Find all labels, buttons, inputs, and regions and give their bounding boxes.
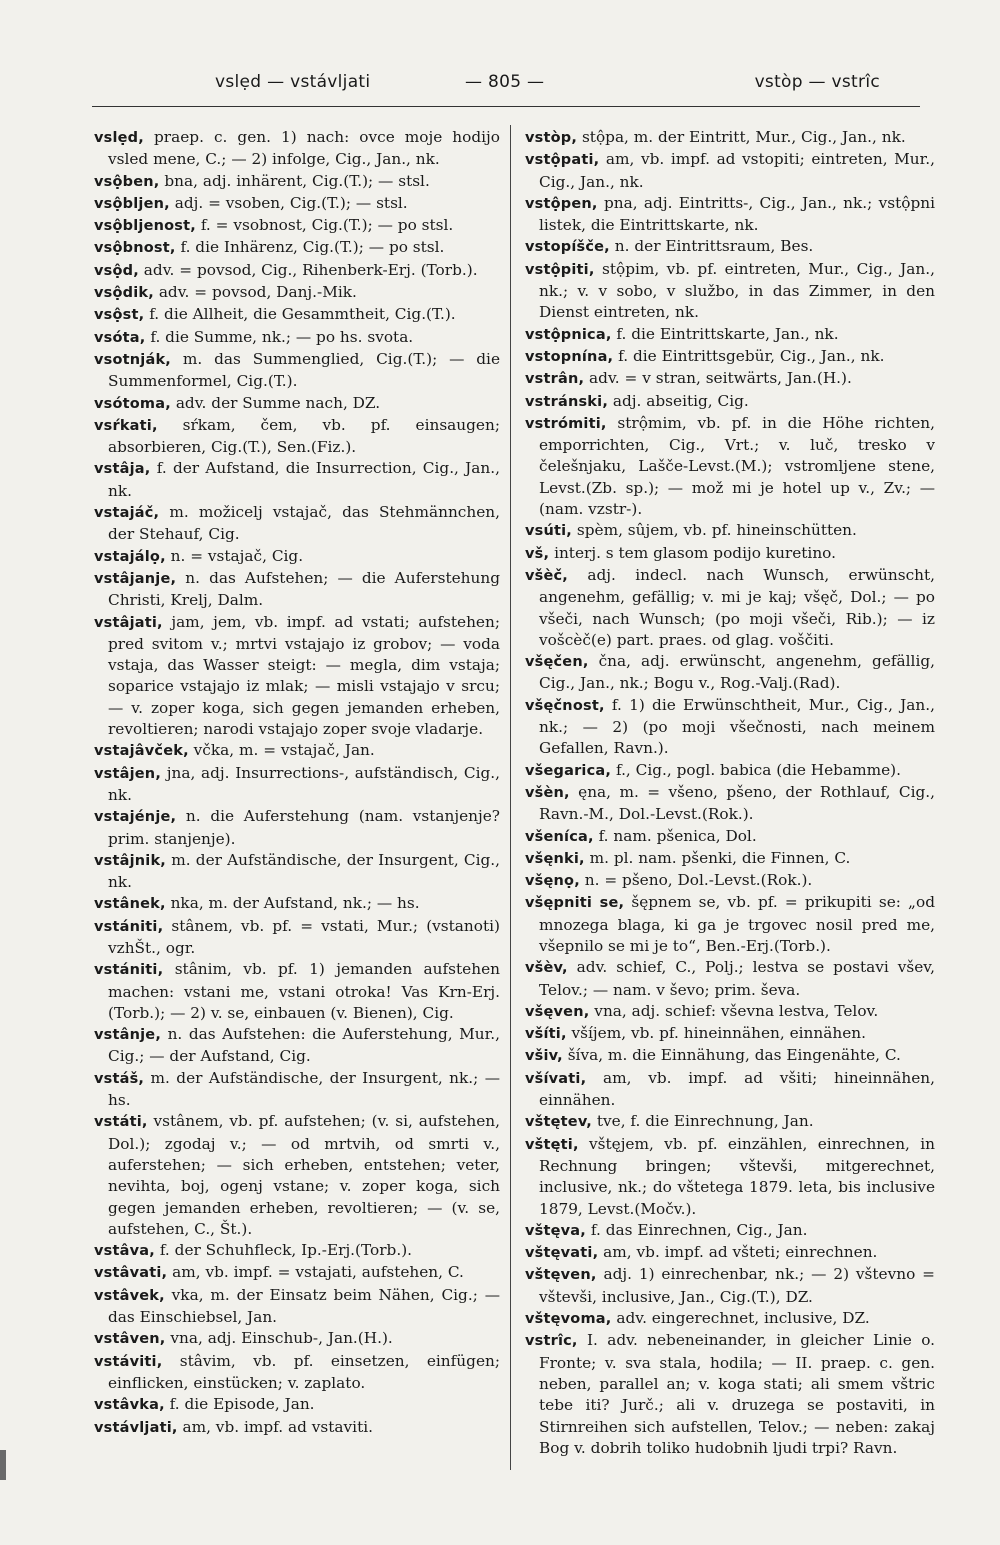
column-divider	[510, 125, 511, 1470]
right-column	[525, 127, 935, 1459]
dictionary-entry	[94, 763, 500, 807]
dictionary-entry	[94, 1111, 500, 1240]
running-header	[90, 72, 920, 102]
entry-headword: všęven,	[525, 1003, 590, 1020]
dictionary-entry	[94, 415, 500, 459]
dictionary-entry	[525, 1308, 935, 1330]
entry-definition: adj. = vsoben, Cig.(T.); — stsl.	[169, 193, 408, 212]
entry-definition: stộpim, vb. pf. eintreten, Mur., Cig., Jan., nk.; v. v sobo, v službo, in das Zimmer, in den Dienst eintreten, nk.	[539, 259, 935, 322]
dictionary-entry	[525, 957, 935, 1001]
entry-headword: všiv,	[525, 1048, 563, 1065]
entry-definition: f. die Allheit, die Gesammtheit, Cig.(T.).	[144, 305, 456, 324]
entry-definition: f., Cig., pogl. babica (die Hebamme).	[611, 760, 901, 779]
dictionary-entry	[525, 1001, 935, 1023]
dictionary-entry	[525, 1045, 935, 1067]
entry-headword: vstajénje,	[94, 809, 177, 826]
dictionary-entry	[525, 127, 935, 149]
entry-headword: vstânje,	[94, 1027, 162, 1044]
entry-definition: f. der Schuhfleck, Ip.-Erj.(Torb.).	[154, 1241, 413, 1260]
dictionary-entry	[94, 893, 500, 915]
entry-headword: vsộbnost,	[94, 240, 176, 257]
entry-headword: vstrîc,	[525, 1333, 578, 1350]
dictionary-entry	[525, 1023, 935, 1045]
page-edge-mark	[0, 1450, 6, 1480]
dictionary-entry	[525, 236, 935, 258]
entry-headword: vštęti,	[525, 1136, 579, 1153]
entry-definition: n. = vstajač, Cig.	[165, 546, 304, 565]
entry-definition: nka, m. der Aufstand, nk.; — hs.	[165, 894, 420, 913]
entry-headword: vsŕkati,	[94, 417, 158, 434]
dictionary-entry	[525, 892, 935, 957]
dictionary-entry	[94, 458, 500, 502]
left-column	[94, 127, 500, 1439]
entry-headword: vstáti,	[94, 1114, 148, 1131]
entry-headword: vš,	[525, 545, 550, 562]
entry-headword: všeníca,	[525, 828, 594, 845]
entry-headword: všęnọ,	[525, 873, 580, 890]
dictionary-entry	[94, 349, 500, 393]
entry-definition: čna, adj. erwünscht, angenehm, gefällig, Cig., Jan., nk.; Bogu v., Rog.-Valj.(Rad).	[539, 652, 935, 693]
entry-headword: všèč,	[525, 567, 569, 584]
dictionary-entry	[525, 259, 935, 324]
dictionary-entry	[94, 215, 500, 237]
entry-definition: f. die Episode, Jan.	[164, 1395, 315, 1414]
entry-definition: am, vb. impf. ad všiti; hineinnähen, einnähen.	[539, 1068, 935, 1110]
dictionary-entry	[94, 1262, 500, 1284]
entry-definition: vštęjem, vb. pf. einzählen, einrechnen, in Rechnung bringen; vštevši, mitgerechnet, inclusive, nk.; do vštetega 1879. leta, bis inclusive 1879, Levst.(Močv.).	[539, 1134, 935, 1218]
entry-headword: vsộbljenost,	[94, 218, 196, 235]
entry-definition: am, vb. impf. = vstajati, aufstehen, C.	[167, 1263, 464, 1282]
entry-definition: n. das Aufstehen: die Auferstehung, Mur., Cig.; — der Aufstand, Cig.	[108, 1025, 500, 1066]
entry-headword: vstâjnik,	[94, 852, 167, 869]
entry-headword: vstâvek,	[94, 1287, 165, 1304]
entry-definition: vstânem, vb. pf. aufstehen; (v. si, aufstehen, Dol.); zgodaj v.; — od mrtvih, od smrti v., auferstehen; — sich erheben, entstehen; veter, nevihta, boj, ogenj vstane; v. zoper koga, sich gegen jemanden erheben, revoltieren; — (v. se, aufstehen, C., Št.).	[108, 1112, 500, 1238]
entry-headword: vstrómiti,	[525, 415, 607, 432]
entry-headword: vstâvka,	[94, 1397, 165, 1414]
entry-definition: stộpa, m. der Eintritt, Mur., Cig., Jan., nk.	[577, 128, 906, 146]
page-number: — 805 —	[465, 72, 545, 92]
dictionary-entry	[94, 237, 500, 259]
entry-definition: f. die Inhärenz, Cig.(T.); — po stsl.	[175, 238, 445, 257]
entry-definition: adv. schief, C., Polj.; lestva se postavi všev, Telov.; — nam. v ševo; prim. ševa.	[539, 958, 935, 999]
dictionary-entry	[94, 612, 500, 741]
dictionary-entry	[525, 1111, 935, 1133]
entry-definition: n. das Aufstehen; — die Auferstehung Christi, Krelj, Dalm.	[108, 568, 500, 610]
dictionary-entry	[94, 568, 500, 612]
entry-headword: všívati,	[525, 1070, 587, 1087]
entry-definition: f. 1) die Erwünschtheit, Mur., Cig., Jan., nk.; — 2) (po moji všečnosti, nach meinem Gefallen, Ravn.).	[539, 695, 935, 758]
entry-headword: vstávljati,	[94, 1419, 178, 1436]
dictionary-entry	[525, 565, 935, 651]
entry-definition: vka, m. der Einsatz beim Nähen, Cig.; — das Einschiebsel, Jan.	[108, 1285, 500, 1327]
dictionary-entry	[94, 850, 500, 894]
entry-headword: vstâjati,	[94, 614, 163, 631]
entry-headword: všęčen,	[525, 654, 589, 671]
entry-definition: praep. c. gen. 1) nach: ovce moje hodijo vsled mene, C.; — 2) infolge, Cig., Jan., nk.	[108, 128, 500, 169]
entry-headword: vstâjen,	[94, 765, 162, 782]
entry-headword: všępniti se,	[525, 895, 625, 912]
entry-headword: vstajálọ,	[94, 548, 166, 565]
dictionary-entry	[94, 1240, 500, 1262]
dictionary-entry	[525, 1068, 935, 1112]
entry-headword: vštęva,	[525, 1222, 586, 1239]
entry-definition: f. nam. pšenica, Dol.	[593, 826, 757, 845]
dictionary-entry	[94, 1024, 500, 1068]
entry-definition: tve, f. die Einrechnung, Jan.	[592, 1112, 814, 1131]
entry-definition: jna, adj. Insurrections-, aufständisch, Cig., nk.	[108, 763, 500, 804]
dictionary-entry	[94, 127, 500, 171]
entry-definition: adv. = v stran, seitwärts, Jan.(H.).	[584, 369, 852, 388]
dictionary-entry	[525, 346, 935, 368]
entry-headword: vsóta,	[94, 329, 146, 346]
entry-definition: stânim, vb. pf. 1) jemanden aufstehen machen: vstani me, vstani otroka! Vas Krn-Erj.(Torb.); — 2) v. se, einbauen (v. Bienen), Cig.	[108, 960, 500, 1022]
entry-headword: vstâvati,	[94, 1265, 168, 1282]
entry-definition: I. adv. nebeneinander, in gleicher Linie o. Fronte; v. sva stala, hodila; — II. praep. c. gen. neben, parallel an; v. koga stati; ali smem vštric tebe iti? Jurč.; ali v. druzega se postaviti, in Stirnreihen sich aufstellen, Telov.; — neben: zakaj Bog v. dobrih toliko hudobnih ljudi trpi? Ravn.	[539, 1331, 935, 1457]
dictionary-entry	[94, 1328, 500, 1350]
entry-definition: adv. eingerechnet, inclusive, DZ.	[611, 1309, 870, 1328]
dictionary-entry	[94, 916, 500, 960]
entry-headword: všíti,	[525, 1026, 567, 1043]
entry-headword: vstâven,	[94, 1331, 166, 1348]
entry-definition: stâvim, vb. pf. einsetzen, einfügen; einflicken, einstücken; v. zaplato.	[108, 1351, 500, 1392]
dictionary-entry	[525, 1264, 935, 1308]
entry-definition: am, vb. impf. ad všteti; einrechnen.	[598, 1243, 878, 1262]
entry-headword: vstránski,	[525, 393, 609, 410]
entry-definition: m. der Aufständische, der Insurgent, nk.; — hs.	[108, 1068, 500, 1110]
entry-definition: vna, adj. schief: vševna lestva, Telov.	[589, 1001, 879, 1020]
entry-definition: stânem, vb. pf. = vstati, Mur.; (vstanoti) vzhŠt., ogr.	[108, 916, 500, 957]
dictionary-entry	[94, 1285, 500, 1329]
entry-headword: vstopnína,	[525, 348, 614, 365]
header-left-guide: vslẹd — vstávljati	[215, 72, 371, 92]
entry-headword: vstộpen,	[525, 195, 598, 212]
entry-headword: vštęvati,	[525, 1245, 599, 1262]
entry-headword: vštęven,	[525, 1267, 597, 1284]
dictionary-entry	[94, 1068, 500, 1112]
entry-headword: vštętev,	[525, 1114, 592, 1131]
dictionary-entry	[94, 304, 500, 326]
dictionary-entry	[525, 760, 935, 782]
dictionary-entry	[525, 193, 935, 237]
entry-headword: všèv,	[525, 960, 568, 977]
entry-headword: vstộpnica,	[525, 326, 612, 343]
entry-definition: f. die Eintrittskarte, Jan., nk.	[611, 324, 839, 343]
entry-headword: vstániti,	[94, 918, 164, 935]
entry-definition: ęna, m. = všeno, pšeno, der Rothlauf, Cig., Ravn.-M., Dol.-Levst.(Rok.).	[539, 782, 935, 824]
entry-headword: vsộst,	[94, 307, 145, 324]
dictionary-entry	[525, 848, 935, 870]
dictionary-entry	[94, 171, 500, 193]
entry-definition: m. das Summenglied, Cig.(T.); — die Summenformel, Cig.(T.).	[108, 349, 500, 391]
dictionary-entry	[525, 413, 935, 520]
entry-definition: spèm, sûjem, vb. pf. hineinschütten.	[572, 521, 857, 540]
entry-headword: vsotnják,	[94, 351, 172, 368]
dictionary-entry	[94, 260, 500, 282]
entry-headword: vstộpiti,	[525, 261, 595, 278]
entry-definition: adj. indecl. nach Wunsch, erwünscht, angenehm, gefällig; v. mi je kaj; všęč, Dol.; — po všeči, nach Wunsch; (po moji všeči, Rib.); — iz vošcèč(e) part. praes. od glag. voščiti.	[539, 565, 935, 649]
entry-headword: všèn,	[525, 784, 570, 801]
entry-definition: adv. der Summe nach, DZ.	[170, 393, 381, 412]
entry-definition: interj. s tem glasom podijo kuretino.	[549, 543, 836, 562]
entry-definition: m. možicelj vstajač, das Stehmännchen, der Stehauf, Cig.	[108, 503, 500, 544]
entry-headword: vstâjanje,	[94, 570, 177, 587]
entry-headword: vstáviti,	[94, 1353, 163, 1370]
entry-definition: am, vb. impf. ad vstopiti; eintreten, Mur., Cig., Jan., nk.	[539, 150, 935, 191]
entry-definition: adj. abseitig, Cig.	[608, 391, 749, 410]
entry-definition: šíva, m. die Einnähung, das Eingenähte, C.	[562, 1046, 901, 1065]
entry-definition: včka, m. = vstajač, Jan.	[188, 741, 375, 760]
entry-headword: všegarica,	[525, 762, 612, 779]
entry-headword: vštęvoma,	[525, 1311, 612, 1328]
dictionary-entry	[525, 695, 935, 760]
entry-headword: vstộpati,	[525, 152, 600, 169]
dictionary-entry	[94, 546, 500, 568]
entry-headword: vstániti,	[94, 962, 164, 979]
entry-definition: n. = pšeno, Dol.-Levst.(Rok.).	[579, 871, 813, 890]
dictionary-entry	[94, 502, 500, 546]
dictionary-entry	[94, 959, 500, 1024]
entry-headword: vstajâvček,	[94, 743, 189, 760]
entry-definition: strộmim, vb. pf. in die Höhe richten, emporrichten, Cig., Vrt.; v. luč, tresko v čelešnjaku, Lašče-Levst.(M.); vstromljene stene, Levst.(Zb. sp.); — mož mi je hotel up v., Zv.; — (nam. vzstr-).	[539, 413, 935, 519]
entry-headword: vsộben,	[94, 173, 160, 190]
entry-headword: vsộbljen,	[94, 195, 170, 212]
entry-headword: všęnki,	[525, 850, 585, 867]
entry-definition: f. die Eintrittsgebür, Cig., Jan., nk.	[613, 346, 885, 365]
entry-headword: vsộd,	[94, 262, 139, 279]
dictionary-entry	[94, 1351, 500, 1395]
header-rule	[92, 106, 920, 107]
entry-definition: adv. = povsod, Danj.-Mik.	[153, 283, 357, 302]
dictionary-entry	[94, 1417, 500, 1439]
entry-definition: adj. 1) einrechenbar, nk.; — 2) vštevno = vštevši, inclusive, Jan., Cig.(T.), DZ.	[539, 1265, 935, 1306]
dictionary-entry	[525, 1330, 935, 1459]
entry-headword: vstòp,	[525, 130, 578, 146]
entry-definition: f. das Einrechnen, Cig., Jan.	[586, 1220, 808, 1239]
entry-definition: sŕkam, čem, vb. pf. einsaugen; absorbieren, Cig.(T.), Sen.(Fiz.).	[108, 415, 500, 457]
dictionary-entry	[525, 1220, 935, 1242]
entry-headword: vstâva,	[94, 1243, 155, 1260]
dictionary-entry	[94, 740, 500, 762]
entry-headword: vstâja,	[94, 461, 151, 478]
entry-headword: vstajáč,	[94, 505, 160, 522]
entry-definition: f. die Summe, nk.; — po hs. svota.	[145, 327, 414, 346]
entry-definition: f. = vsobnost, Cig.(T.); — po stsl.	[195, 216, 454, 235]
entry-definition: n. der Eintrittsraum, Bes.	[609, 237, 814, 256]
entry-definition: bna, adj. inhärent, Cig.(T.); — stsl.	[159, 171, 430, 190]
dictionary-entry	[525, 149, 935, 193]
dictionary-entry	[94, 1394, 500, 1416]
entry-definition: m. pl. nam. pšenki, die Finnen, C.	[584, 848, 851, 867]
entry-headword: vstânek,	[94, 896, 166, 913]
entry-headword: všęčnost,	[525, 697, 605, 714]
dictionary-entry	[525, 368, 935, 390]
entry-definition: adv. = povsod, Cig., Rihenberk-Erj. (Torb.).	[138, 260, 478, 279]
dictionary-entry	[94, 393, 500, 415]
dictionary-entry	[525, 870, 935, 892]
dictionary-entry	[525, 520, 935, 542]
entry-headword: vstrân,	[525, 371, 585, 388]
dictionary-entry	[94, 282, 500, 304]
entry-definition: m. der Aufständische, der Insurgent, Cig., nk.	[108, 850, 500, 892]
dictionary-entry	[525, 391, 935, 413]
dictionary-entry	[94, 327, 500, 349]
dictionary-entry	[525, 651, 935, 695]
entry-definition: f. der Aufstand, die Insurrection, Cig., Jan., nk.	[108, 459, 500, 500]
entry-definition: všíjem, vb. pf. hineinnähen, einnähen.	[566, 1024, 866, 1043]
header-right-guide: vstòp — vstrîc	[754, 72, 880, 92]
entry-headword: vslẹd,	[94, 130, 144, 146]
entry-definition: vna, adj. Einschub-, Jan.(H.).	[165, 1329, 393, 1348]
entry-definition: šępnem se, vb. pf. = prikupiti se: „od mnozega blaga, ki ga je trgovec nosil pred me, všepnilo se mi je to“, Ben.-Erj.(Torb.).	[539, 893, 935, 955]
dictionary-entry	[94, 193, 500, 215]
entry-definition: n. die Auferstehung (nam. vstanjenje? prim. stanjenje).	[108, 807, 500, 848]
dictionary-entry	[94, 806, 500, 850]
dictionary-entry	[525, 826, 935, 848]
dictionary-entry	[525, 543, 935, 565]
dictionary-entry	[525, 782, 935, 826]
dictionary-entry	[525, 324, 935, 346]
dictionary-entry	[525, 1134, 935, 1220]
entry-definition: am, vb. impf. ad vstaviti.	[177, 1417, 373, 1436]
dictionary-entry	[525, 1242, 935, 1264]
entry-definition: jam, jem, vb. impf. ad vstati; aufstehen; pred svitom v.; mrtvi vstajajo iz grobov; — voda vstaja, das Wasser steigt: — megla, dim vstaja; soparice vstajajo iz mlak; — misli vstajajo v srcu; — v. zoper koga, sich gegen jemanden erheben, revoltieren; narodi vstajajo zoper svoje vladarje.	[108, 612, 500, 739]
entry-headword: vsúti,	[525, 523, 573, 540]
entry-definition: pna, adj. Eintritts-, Cig., Jan., nk.; vstộpni listek, die Eintrittskarte, nk.	[539, 193, 935, 235]
entry-headword: vsótoma,	[94, 395, 171, 412]
entry-headword: vsộdik,	[94, 285, 154, 302]
entry-headword: vstopíšče,	[525, 239, 610, 256]
entry-headword: vstáš,	[94, 1070, 145, 1087]
